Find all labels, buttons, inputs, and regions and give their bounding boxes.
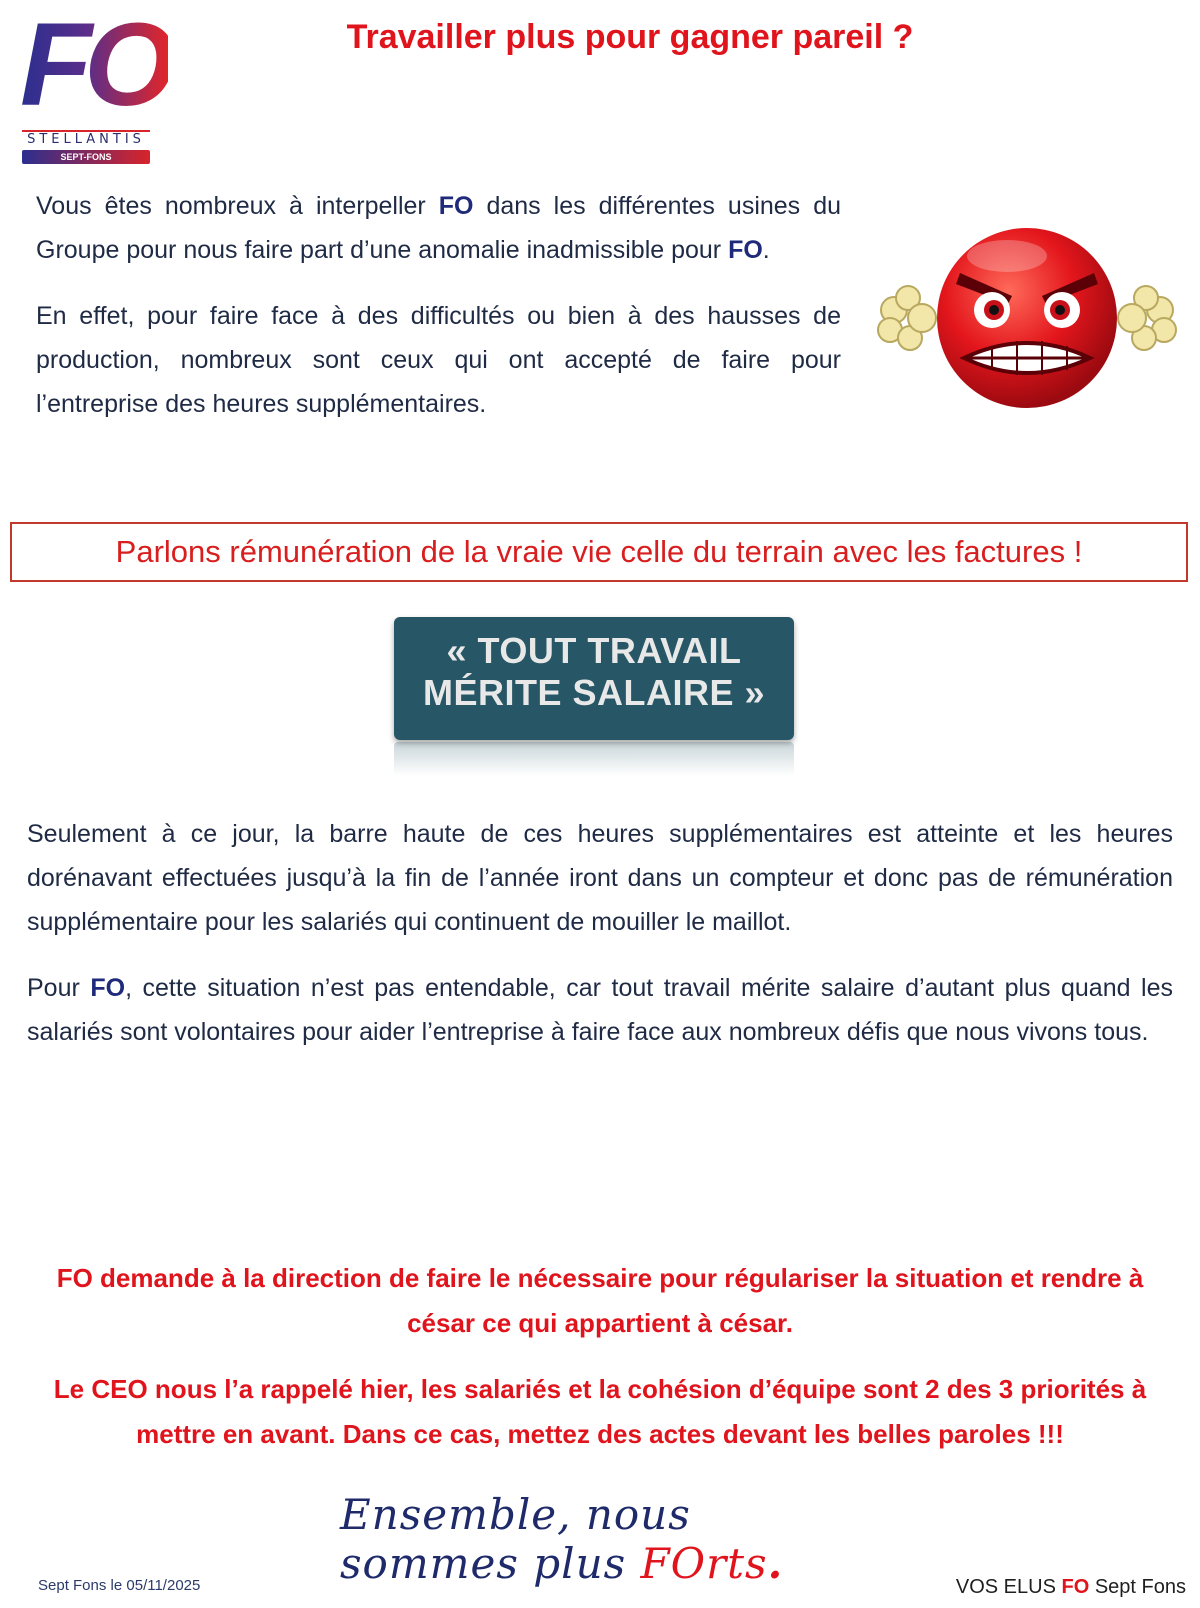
- body-paragraph-1: Seulement à ce jour, la barre haute de ces heures supplémentaires est atteinte et les heures dorénavant effectuées jusqu’à la fin de l’année iront dans un compteur et donc pas de rémunération supplémentaire pour les salariés qui continuent de mouiller le maillot.: [27, 820, 1173, 936]
- motto-text: Ensemble, nous sommes plus: [340, 1490, 691, 1588]
- slogan-line-2: MÉRITE SALAIRE »: [422, 672, 766, 713]
- intro-p1-a: Vous êtes nombreux à interpeller: [36, 192, 439, 220]
- motto-forts: FOrts: [640, 1539, 768, 1588]
- intro-paragraph-2: En effet, pour faire face à des difficultés ou bien à des hausses de production, nombreux sont ceux qui ont accepté de faire pour l’entreprise des heures supplémentaires.: [36, 302, 841, 418]
- body-text: [27, 812, 1173, 1076]
- body-paragraph-2: [27, 966, 1173, 1054]
- body-p2-a: Pour: [27, 974, 91, 1002]
- intro-p1-c: dans les différentes usines du Groupe pour nous faire part d’une anomalie inadmissible pour: [36, 192, 841, 264]
- footer-signature-a: VOS ELUS: [955, 1576, 1062, 1598]
- body-p2-c: , cette situation n’est pas entendable, car tout travail mérite salaire d’autant plus quand les salariés sont volontaires pour aider l’entreprise à faire face aux nombreux défis que nous vivons tous.: [27, 974, 1173, 1046]
- slogan-line-1: « TOUT TRAVAIL: [446, 630, 742, 671]
- fo-demand-statement: FO demande à la direction de faire le nécessaire pour régulariser la situation et rendre à césar ce qui appartient à césar.: [56, 1263, 1144, 1338]
- footer-date: Sept Fons le 05/11/2025: [38, 1577, 201, 1594]
- intro-p1-e: .: [762, 236, 770, 264]
- logo-brand: STELLANTIS: [22, 130, 150, 148]
- footer-signature: [956, 1576, 1186, 1599]
- footer-signature-c: Sept Fons: [1089, 1576, 1186, 1598]
- angry-emoji-icon: [872, 218, 1182, 418]
- page-title: Travailler plus pour gagner pareil ?: [346, 18, 914, 56]
- motto-dot: .: [767, 1539, 784, 1588]
- body-p2-fo: FO: [90, 974, 126, 1002]
- remuneration-banner: Parlons rémunération de la vraie vie celle du terrain avec les factures !: [10, 522, 1188, 582]
- motto: [340, 1490, 860, 1588]
- fo-stellantis-logo: [18, 0, 168, 162]
- slogan-reflection: [394, 742, 794, 776]
- logo-letters: FO: [20, 0, 168, 131]
- footer-signature-fo: FO: [1061, 1576, 1090, 1598]
- intro-p1-fo-2: FO: [728, 236, 763, 264]
- intro-paragraph-1: [36, 184, 841, 272]
- ceo-statement: Le CEO nous l’a rappelé hier, les salariés et la cohésion d’équipe sont 2 des 3 priorités à mettre en avant. Dans ce cas, mettez des actes devant les belles paroles !!!: [53, 1374, 1147, 1449]
- logo-site: SEPT-FONS: [22, 150, 150, 164]
- intro-p1-fo: FO: [438, 192, 474, 220]
- intro-text: [36, 184, 841, 448]
